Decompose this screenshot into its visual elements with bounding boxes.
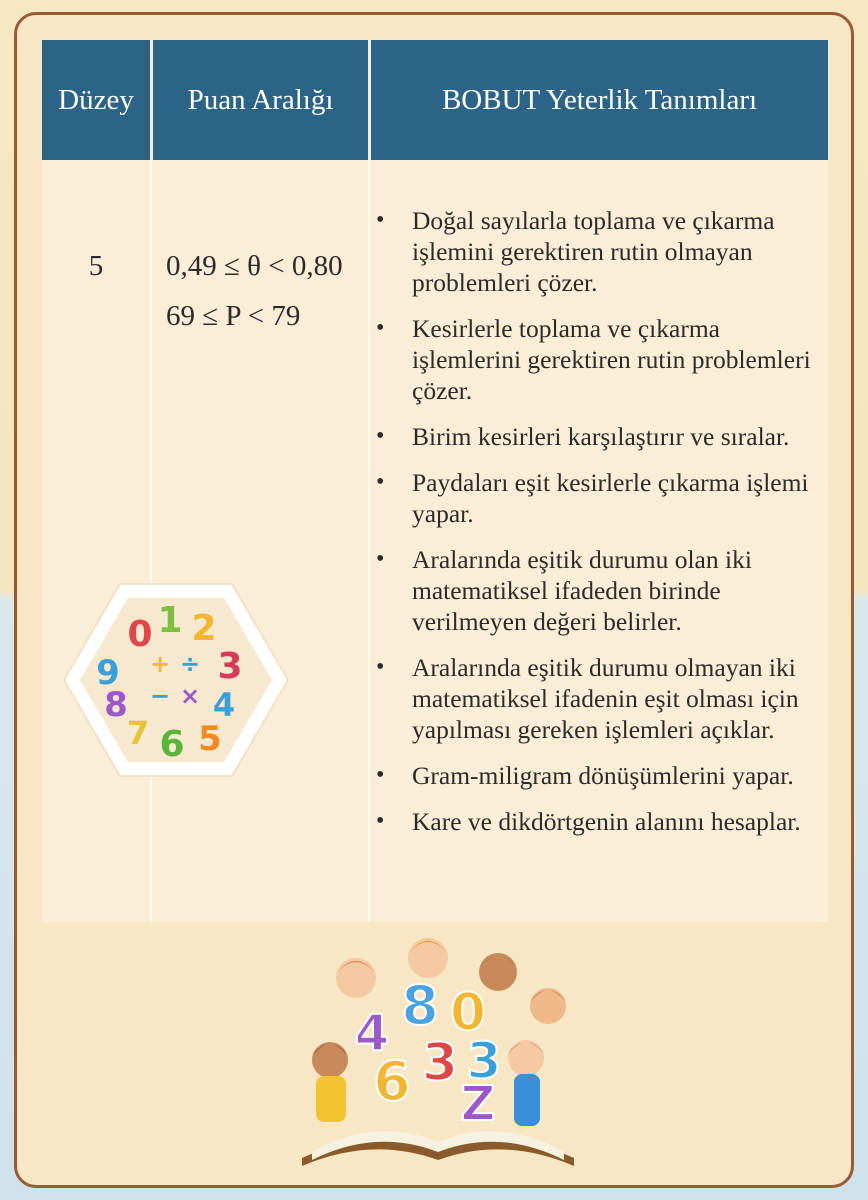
list-item: • Gram-miligram dönüşümlerini yapar.	[370, 760, 828, 791]
badge-digit: 4	[212, 686, 236, 724]
badge-digit: 7	[126, 714, 150, 752]
descriptions-cell	[368, 160, 828, 922]
badge-digit: 5	[198, 719, 222, 759]
range-cell	[150, 160, 368, 922]
list-item: • Kesirlerle toplama ve çıkarma işlemlerini gerektiren rutin problemleri çözer.	[370, 313, 828, 406]
table-row	[42, 160, 828, 922]
list-item: • Birim kesirleri karşılaştırır ve sıralar.	[370, 421, 828, 452]
list-item: • Aralarında eşitik durumu olmayan iki matematiksel ifadenin eşit olması için yapılması gereken işlemleri açıklar.	[370, 652, 828, 745]
child-head	[312, 1042, 348, 1078]
plus-symbol: +	[149, 650, 171, 678]
level-cell	[42, 160, 153, 922]
table-header	[42, 40, 828, 160]
illustration-digit: Z	[460, 1076, 496, 1132]
badge-digit: 3	[217, 646, 243, 687]
range-theta: 0,49 ≤ θ < 0,80	[166, 250, 343, 282]
illustration-digit: 0	[449, 983, 487, 1043]
child-head	[336, 958, 376, 998]
range-score: 69 ≤ P < 79	[166, 300, 301, 332]
child-body	[514, 1074, 540, 1126]
badge-digit: 8	[104, 685, 128, 725]
illustration-digit: 3	[421, 1033, 459, 1093]
description-list	[370, 205, 828, 852]
badge-digit: 1	[157, 600, 183, 641]
list-item: • Paydaları eşit kesirlerle çıkarma işlemi yapar.	[370, 467, 828, 529]
badge-digit: 2	[191, 608, 217, 649]
list-item: • Aralarında eşitik durumu olan iki matematiksel ifadeden birinde verilmeyen değeri belirler.	[370, 544, 828, 637]
header-descriptions: BOBUT Yeterlik Tanımları	[368, 40, 828, 160]
illustration-digit: 3	[466, 1032, 502, 1090]
child-body	[316, 1076, 346, 1122]
level-value: 5	[88, 250, 104, 282]
illustration-digit: 4	[354, 1004, 390, 1062]
header-score-range: Puan Aralığı	[150, 40, 368, 160]
child-head	[530, 988, 566, 1024]
illustration-digit: 8	[401, 974, 439, 1037]
minus-symbol: −	[149, 682, 171, 710]
badge-digit: 0	[127, 614, 153, 655]
list-item: • Kare ve dikdörtgenin alanını hesaplar.	[370, 806, 828, 837]
badge-digit: 6	[159, 724, 185, 765]
illustration-digit: 6	[373, 1050, 411, 1113]
proficiency-table	[42, 40, 828, 922]
math-numbers-badge	[62, 580, 290, 780]
header-level: Düzey	[58, 83, 134, 116]
child-head	[508, 1040, 544, 1076]
divide-symbol: ÷	[179, 650, 201, 678]
badge-digit: 9	[96, 653, 120, 693]
child-head	[408, 938, 448, 978]
times-symbol: ×	[179, 682, 201, 710]
list-item: • Doğal sayılarla toplama ve çıkarma işlemini gerektiren rutin olmayan problemleri çözer.	[370, 205, 828, 298]
children-book-illustration	[292, 930, 584, 1170]
